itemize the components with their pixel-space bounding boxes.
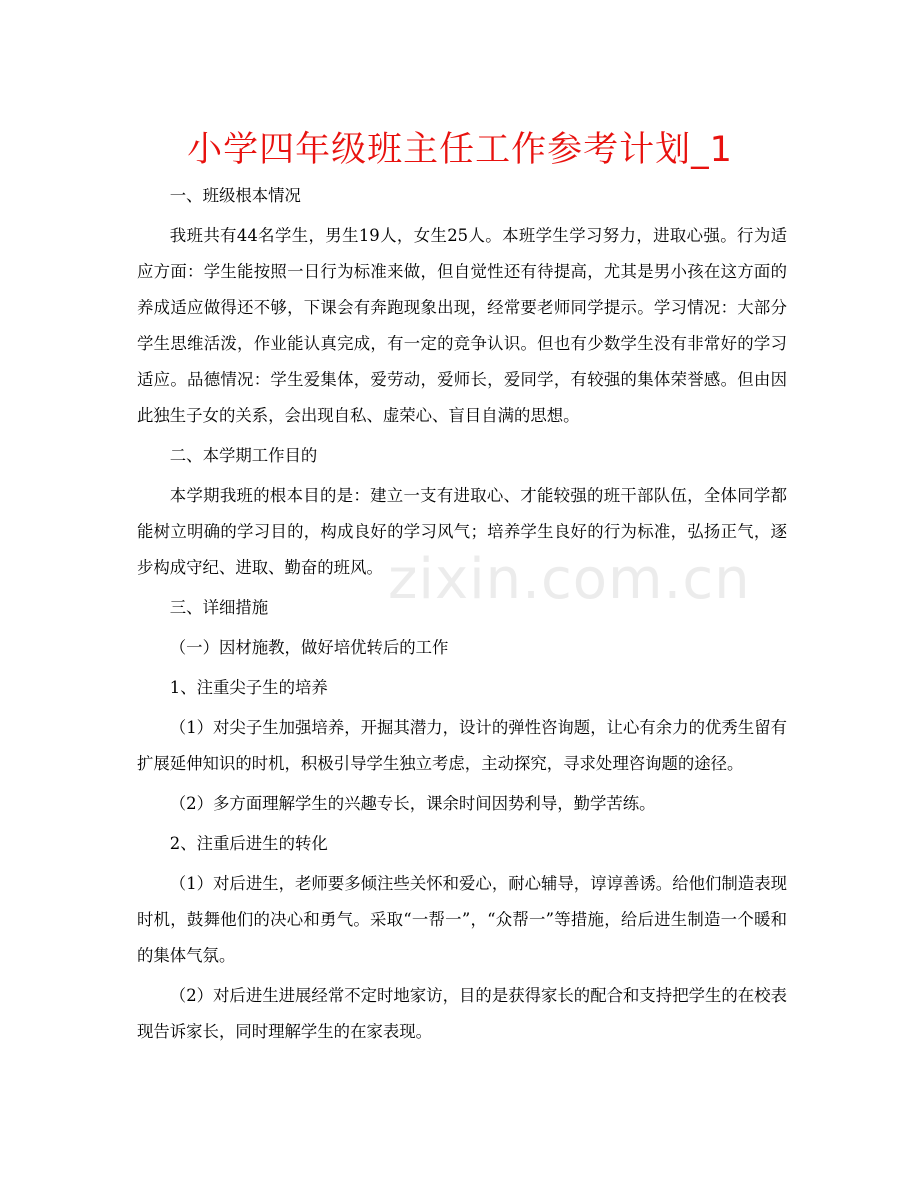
paragraph-item-2-2: （2）对后进生进展经常不定时地家访，目的是获得家长的配合和支持把学生的在校表现告诉家长，同时理解学生的在家表现。: [137, 986, 787, 1041]
paragraph-item-1-1: （1）对尖子生加强培养，开掘其潜力，设计的弹性咨询题，让心有余力的优秀生留有扩展延伸知识的时机，积极引导学生独立考虑，主动探究，寻求处理咨询题的途径。: [137, 718, 787, 773]
paragraph-item-2-1: （1）对后进生，老师要多倾注些关怀和爱心，耐心辅导，谆谆善诱。给他们制造表现时机，鼓舞他们的决心和勇气。采取“一帮一”，“众帮一”等措施，给后进生制造一个暖和的集体气氛。: [137, 874, 787, 965]
document-body: [137, 178, 787, 1054]
document-title: 小学四年级班主任工作参考计划_1: [187, 130, 733, 170]
section-heading-2: 二、本学期工作目的: [169, 446, 318, 465]
section-heading-1: 一、班级根本情况: [169, 186, 301, 205]
paragraph-item-1-2: （2）多方面理解学生的兴趣专长，课余时间因势利导，勤学苦练。: [169, 794, 656, 813]
item-heading-2: 2、注重后进生的转化: [169, 834, 328, 853]
watermark: zixin.com.cn: [388, 547, 751, 612]
item-heading-1: 1、注重尖子生的培养: [169, 678, 328, 697]
paragraph-semester-goal: 本学期我班的根本目的是：建立一支有进取心、才能较强的班干部队伍，全体同学都能树立明确的学习目的，构成良好的学习风气；培养学生良好的行为标准，弘扬正气，逐步构成守纪、进取、勤奋的班风。: [137, 486, 787, 577]
paragraph-class-situation: 我班共有44名学生，男生19人，女生25人。本班学生学习努力，进取心强。行为适应方面：学生能按照一日行为标准来做，但自觉性还有待提高，尤其是男小孩在这方面的养成适应做得还不够，下课会有奔跑现象出现，经常要老师同学提示。学习情况：大部分学生思维活泼，作业能认真完成，有一定的竞争认识。但也有少数学生没有非常好的学习适应。品德情况：学生爱集体，爱劳动，爱师长，爱同学，有较强的集体荣誉感。但由因此独生子女的关系，会出现自私、虚荣心、盲目自满的思想。: [137, 226, 787, 425]
section-heading-3: 三、详细措施: [169, 598, 269, 617]
subsection-heading-1: （一）因材施教，做好培优转后的工作: [169, 638, 449, 657]
